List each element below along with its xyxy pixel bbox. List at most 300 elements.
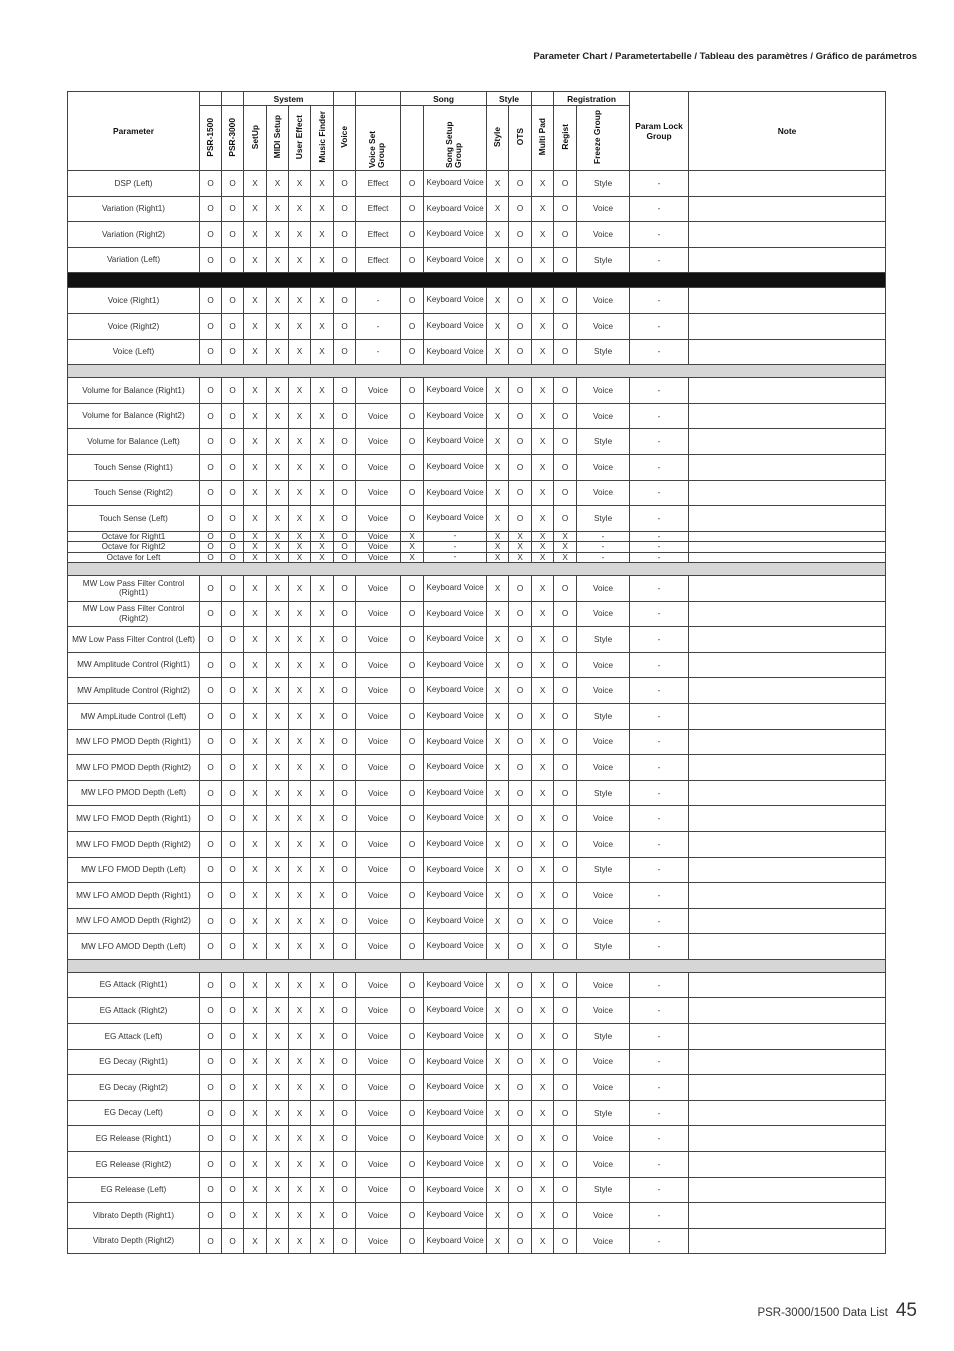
table-cell: O (401, 678, 424, 704)
table-cell: Voice (577, 1152, 630, 1178)
table-cell: X (244, 1152, 267, 1178)
table-cell: X (289, 601, 311, 627)
table-cell (689, 429, 886, 455)
table-cell: O (509, 171, 532, 197)
table-body (68, 171, 886, 1254)
table-cell: O (509, 339, 532, 365)
table-cell: O (222, 1228, 244, 1254)
table-cell (689, 780, 886, 806)
table-cell: X (487, 313, 509, 339)
table-row (68, 1049, 886, 1075)
table-cell: - (630, 288, 689, 314)
table-cell: X (509, 531, 532, 541)
section-divider (68, 562, 886, 575)
table-cell: X (311, 857, 334, 883)
table-cell: Voice (577, 378, 630, 404)
table-cell: O (200, 806, 222, 832)
table-cell: O (222, 171, 244, 197)
parameter-name-cell: Vibrato Depth (Right2) (68, 1228, 200, 1254)
table-cell: X (532, 339, 554, 365)
table-cell: X (311, 531, 334, 541)
table-cell: O (554, 313, 577, 339)
table-cell: Style (577, 627, 630, 653)
table-cell: O (200, 403, 222, 429)
table-cell: Voice (356, 454, 401, 480)
table-cell (689, 1228, 886, 1254)
table-cell: X (487, 542, 509, 552)
table-cell: X (311, 1203, 334, 1229)
table-cell: X (311, 729, 334, 755)
table-cell: O (554, 480, 577, 506)
table-cell: X (267, 1152, 289, 1178)
table-cell: O (222, 222, 244, 248)
parameter-name-cell: MW Low Pass Filter Control (Right1) (68, 575, 200, 601)
table-cell: O (200, 883, 222, 909)
table-cell: Keyboard Voice (424, 1126, 487, 1152)
table-row (68, 627, 886, 653)
header-freeze-group: Freeze Group (592, 110, 603, 164)
table-cell: X (532, 222, 554, 248)
header-psr3000: PSR-3000 (227, 117, 238, 157)
table-cell: - (630, 601, 689, 627)
table-cell: - (630, 627, 689, 653)
table-cell: O (509, 601, 532, 627)
table-cell: X (311, 678, 334, 704)
table-cell (689, 678, 886, 704)
page-title: Parameter Chart / Parametertabelle / Tableau des paramètres / Gráfico de parámetros (533, 51, 917, 62)
table-cell: - (630, 480, 689, 506)
table-cell (689, 1203, 886, 1229)
table-cell: Voice (356, 908, 401, 934)
table-cell: Style (577, 247, 630, 273)
table-cell: Keyboard Voice (424, 1203, 487, 1229)
table-cell: O (509, 454, 532, 480)
table-cell: X (487, 652, 509, 678)
table-cell: X (289, 480, 311, 506)
table-cell: O (200, 703, 222, 729)
parameter-name-cell: Touch Sense (Left) (68, 506, 200, 532)
table-cell: Voice (356, 480, 401, 506)
table-cell: X (532, 703, 554, 729)
table-cell: - (356, 313, 401, 339)
table-cell: Voice (577, 755, 630, 781)
table-cell: O (554, 222, 577, 248)
table-cell: O (222, 678, 244, 704)
table-row (68, 1203, 886, 1229)
table-cell: O (200, 998, 222, 1024)
table-cell: X (244, 403, 267, 429)
table-cell: O (509, 678, 532, 704)
table-row (68, 288, 886, 314)
table-cell: - (424, 552, 487, 562)
header-multi-pad: Multi Pad (537, 118, 548, 156)
table-row (68, 429, 886, 455)
table-cell: - (424, 531, 487, 541)
table-cell: O (554, 678, 577, 704)
table-cell: O (222, 883, 244, 909)
table-cell: Voice (577, 575, 630, 601)
parameter-name-cell: Variation (Left) (68, 247, 200, 273)
table-cell: O (554, 378, 577, 404)
table-row (68, 601, 886, 627)
table-cell: X (487, 729, 509, 755)
parameter-name-cell: EG Decay (Right1) (68, 1049, 200, 1075)
table-cell: O (222, 1152, 244, 1178)
table-cell: X (289, 247, 311, 273)
table-cell: X (532, 196, 554, 222)
table-cell: O (509, 831, 532, 857)
table-cell: O (509, 806, 532, 832)
header-psr1500: PSR-1500 (205, 117, 216, 157)
table-cell: X (267, 339, 289, 365)
table-cell: X (311, 480, 334, 506)
table-cell: O (401, 506, 424, 532)
table-cell: O (200, 1049, 222, 1075)
table-row (68, 196, 886, 222)
table-cell: Voice (577, 1126, 630, 1152)
table-cell: O (554, 883, 577, 909)
table-cell: X (244, 806, 267, 832)
table-cell: O (222, 1075, 244, 1101)
table-row (68, 1152, 886, 1178)
table-cell: X (311, 339, 334, 365)
table-cell: X (532, 171, 554, 197)
table-cell: O (334, 378, 356, 404)
table-cell: - (630, 755, 689, 781)
table-cell: Voice (356, 857, 401, 883)
table-cell: X (532, 755, 554, 781)
table-cell: X (244, 552, 267, 562)
table-cell: Voice (356, 972, 401, 998)
table-cell: O (200, 454, 222, 480)
table-cell: X (311, 196, 334, 222)
table-cell: X (267, 1177, 289, 1203)
table-cell: Voice (356, 1228, 401, 1254)
table-cell: O (334, 806, 356, 832)
table-cell: X (311, 288, 334, 314)
table-cell: - (630, 429, 689, 455)
table-cell: O (401, 703, 424, 729)
table-cell: O (509, 378, 532, 404)
table-row (68, 998, 886, 1024)
table-cell: O (509, 1228, 532, 1254)
table-cell: O (334, 755, 356, 781)
table-cell: X (267, 288, 289, 314)
table-cell: Voice (577, 678, 630, 704)
table-cell: Keyboard Voice (424, 339, 487, 365)
table-cell: X (244, 247, 267, 273)
table-cell: O (401, 857, 424, 883)
table-cell: X (532, 1024, 554, 1050)
table-cell: O (334, 480, 356, 506)
table-cell: X (311, 1177, 334, 1203)
table-cell: Voice (577, 601, 630, 627)
table-cell: O (222, 403, 244, 429)
table-cell: Voice (577, 313, 630, 339)
table-cell: X (267, 652, 289, 678)
table-cell: X (487, 1100, 509, 1126)
table-row (68, 934, 886, 960)
table-cell: O (334, 678, 356, 704)
table-cell: Keyboard Voice (424, 972, 487, 998)
table-cell: X (487, 883, 509, 909)
table-cell: O (200, 780, 222, 806)
table-cell: - (630, 883, 689, 909)
parameter-name-cell: Vibrato Depth (Right1) (68, 1203, 200, 1229)
table-cell: O (401, 222, 424, 248)
table-cell: O (222, 429, 244, 455)
table-cell: X (267, 1228, 289, 1254)
table-cell: X (311, 403, 334, 429)
table-cell (689, 196, 886, 222)
table-cell: Keyboard Voice (424, 171, 487, 197)
table-cell: O (200, 378, 222, 404)
table-cell: X (311, 601, 334, 627)
table-cell: Voice (577, 288, 630, 314)
table-cell: X (244, 831, 267, 857)
table-cell: O (200, 755, 222, 781)
table-cell: O (334, 1075, 356, 1101)
table-cell: O (554, 972, 577, 998)
table-cell: X (244, 506, 267, 532)
table-cell (689, 601, 886, 627)
table-cell: O (509, 313, 532, 339)
section-divider-cell (68, 562, 886, 575)
table-cell: O (200, 196, 222, 222)
table-cell: X (244, 627, 267, 653)
table-cell: X (267, 627, 289, 653)
table-cell: Voice (356, 1100, 401, 1126)
table-cell (689, 831, 886, 857)
table-cell (689, 1075, 886, 1101)
table-cell: X (311, 378, 334, 404)
table-cell: Keyboard Voice (424, 1228, 487, 1254)
table-cell: X (311, 883, 334, 909)
table-cell: O (200, 339, 222, 365)
table-cell: O (401, 288, 424, 314)
table-cell (689, 627, 886, 653)
table-cell: O (554, 780, 577, 806)
table-cell: O (554, 857, 577, 883)
table-cell (689, 378, 886, 404)
table-cell: O (401, 908, 424, 934)
table-cell: X (244, 1126, 267, 1152)
table-cell: O (222, 627, 244, 653)
table-cell: Voice (356, 806, 401, 832)
table-cell: X (244, 972, 267, 998)
table-cell: Keyboard Voice (424, 934, 487, 960)
table-cell: O (200, 972, 222, 998)
table-cell: O (401, 575, 424, 601)
table-cell: X (289, 171, 311, 197)
table-cell: X (244, 1075, 267, 1101)
table-row (68, 729, 886, 755)
table-row (68, 378, 886, 404)
table-cell: O (200, 1152, 222, 1178)
table-cell: - (630, 222, 689, 248)
table-cell: X (267, 378, 289, 404)
table-cell: O (200, 729, 222, 755)
table-cell: - (630, 972, 689, 998)
table-cell: - (630, 729, 689, 755)
parameter-name-cell: Touch Sense (Right1) (68, 454, 200, 480)
table-cell (689, 908, 886, 934)
table-cell (689, 542, 886, 552)
table-cell: O (554, 575, 577, 601)
table-cell: Voice (356, 531, 401, 541)
table-cell: O (200, 857, 222, 883)
table-cell: - (630, 1177, 689, 1203)
table-cell: X (532, 552, 554, 562)
table-cell: X (487, 908, 509, 934)
table-cell: X (289, 1126, 311, 1152)
table-cell: O (509, 703, 532, 729)
table-cell: X (532, 429, 554, 455)
table-cell: O (200, 831, 222, 857)
table-cell: X (311, 806, 334, 832)
table-cell: O (334, 196, 356, 222)
table-cell: Style (577, 857, 630, 883)
table-cell: Keyboard Voice (424, 196, 487, 222)
table-cell: O (222, 288, 244, 314)
table-cell: X (289, 678, 311, 704)
table-cell (689, 575, 886, 601)
table-cell: X (267, 403, 289, 429)
parameter-name-cell: EG Decay (Left) (68, 1100, 200, 1126)
table-cell: X (311, 506, 334, 532)
table-cell (689, 403, 886, 429)
table-cell: X (487, 506, 509, 532)
table-cell: O (509, 222, 532, 248)
table-cell: O (509, 857, 532, 883)
table-cell: Voice (356, 934, 401, 960)
table-cell: O (554, 1203, 577, 1229)
table-cell: - (630, 703, 689, 729)
table-cell: X (532, 403, 554, 429)
table-cell: X (289, 908, 311, 934)
table-cell: X (487, 780, 509, 806)
table-cell: X (244, 998, 267, 1024)
table-cell: O (554, 1228, 577, 1254)
table-cell (689, 171, 886, 197)
table-cell: O (509, 652, 532, 678)
table-cell: X (267, 247, 289, 273)
table-cell: O (200, 1228, 222, 1254)
table-cell: X (311, 222, 334, 248)
table-cell: X (289, 703, 311, 729)
table-cell: X (487, 627, 509, 653)
table-cell (689, 552, 886, 562)
table-cell: O (334, 998, 356, 1024)
table-cell: X (244, 1049, 267, 1075)
table-cell: X (289, 1075, 311, 1101)
table-cell: Voice (356, 1049, 401, 1075)
table-cell: O (509, 575, 532, 601)
header-midi-setup: MIDI Setup (272, 115, 283, 159)
table-cell (689, 1049, 886, 1075)
table-cell: Voice (356, 703, 401, 729)
table-cell (689, 480, 886, 506)
table-cell: Keyboard Voice (424, 780, 487, 806)
table-cell: X (289, 429, 311, 455)
parameter-name-cell: Volume for Balance (Right2) (68, 403, 200, 429)
table-cell: X (401, 552, 424, 562)
table-cell: X (267, 222, 289, 248)
table-cell: X (244, 780, 267, 806)
table-cell: O (334, 288, 356, 314)
table-cell: X (487, 857, 509, 883)
table-cell: X (532, 601, 554, 627)
table-row (68, 806, 886, 832)
table-cell: X (289, 652, 311, 678)
table-cell: - (356, 288, 401, 314)
table-cell: X (487, 1126, 509, 1152)
table-cell: O (222, 196, 244, 222)
table-cell: O (401, 171, 424, 197)
table-cell: O (554, 288, 577, 314)
table-cell: O (401, 1075, 424, 1101)
table-cell: O (509, 429, 532, 455)
table-cell: Voice (577, 1228, 630, 1254)
table-cell: X (487, 1075, 509, 1101)
table-cell (689, 652, 886, 678)
table-cell: X (311, 972, 334, 998)
table-cell: X (311, 575, 334, 601)
table-cell: X (289, 288, 311, 314)
parameter-name-cell: EG Release (Right1) (68, 1126, 200, 1152)
table-cell: O (200, 480, 222, 506)
table-cell: - (630, 998, 689, 1024)
table-cell: X (289, 972, 311, 998)
table-cell: X (487, 1177, 509, 1203)
table-cell: X (487, 454, 509, 480)
table-cell: Style (577, 934, 630, 960)
parameter-name-cell: Octave for Right2 (68, 542, 200, 552)
header-note: Note (689, 92, 886, 171)
table-cell: X (509, 552, 532, 562)
table-cell: Keyboard Voice (424, 429, 487, 455)
table-cell: X (289, 1024, 311, 1050)
table-cell: Keyboard Voice (424, 806, 487, 832)
table-cell: - (630, 552, 689, 562)
table-cell: X (487, 1228, 509, 1254)
table-cell: X (244, 480, 267, 506)
table-cell: Voice (577, 831, 630, 857)
table-cell: X (311, 171, 334, 197)
table-cell: O (554, 339, 577, 365)
table-cell: Style (577, 429, 630, 455)
table-cell: O (222, 729, 244, 755)
table-cell: X (267, 454, 289, 480)
table-cell: O (401, 480, 424, 506)
parameter-name-cell: Volume for Balance (Right1) (68, 378, 200, 404)
table-cell: O (222, 506, 244, 532)
table-cell: O (200, 247, 222, 273)
table-cell: X (289, 729, 311, 755)
table-cell: X (289, 403, 311, 429)
table-cell: Voice (577, 972, 630, 998)
table-cell: O (554, 998, 577, 1024)
table-cell: O (222, 531, 244, 541)
table-cell: Effect (356, 247, 401, 273)
table-cell: O (401, 755, 424, 781)
table-cell: O (509, 288, 532, 314)
table-cell: Voice (577, 196, 630, 222)
table-cell: O (334, 575, 356, 601)
table-cell: Keyboard Voice (424, 1049, 487, 1075)
table-cell: O (200, 222, 222, 248)
footer-doc-name: PSR-3000/1500 Data List (757, 1307, 888, 1319)
